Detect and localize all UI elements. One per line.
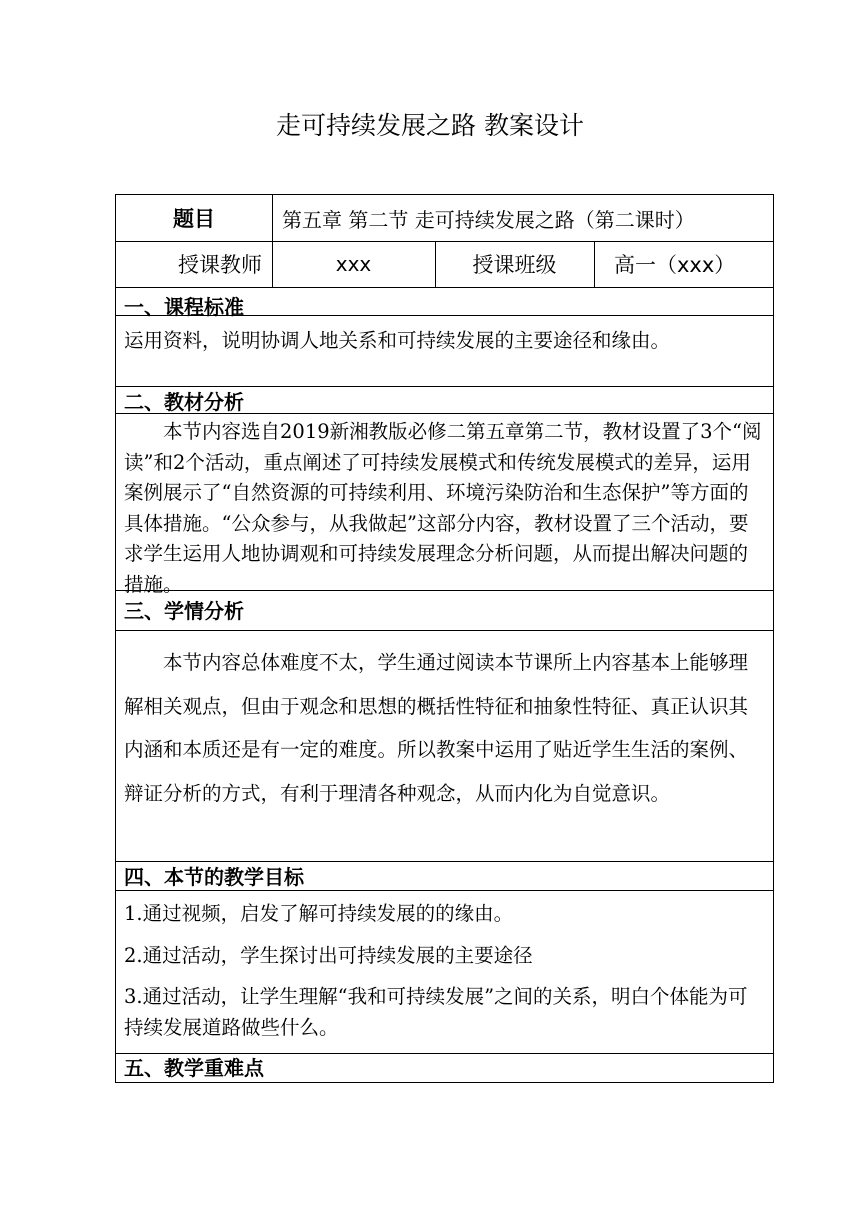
class-label: 授课班级 xyxy=(472,253,557,277)
teacher-value: xxx xyxy=(335,252,372,276)
students-heading: 三、学情分析 xyxy=(124,599,244,623)
teacher-label: 授课教师 xyxy=(178,253,262,277)
lesson-plan-table xyxy=(115,194,774,1083)
key-points-heading: 五、教学重难点 xyxy=(124,1056,264,1080)
goal-item: 3.通过活动，让学生理解“我和可持续发展”之间的关系，明白个体能为可持续发展道路做些什么。 xyxy=(124,985,748,1039)
goal-item: 1.通过视频，启发了解可持续发展的的缘由。 xyxy=(124,902,514,925)
row-divider xyxy=(116,861,773,862)
material-text: 本节内容选自2019新湘教版必修二第五章第二节，教材设置了3个“阅读”和2个活动，重点阐述了可持续发展模式和传统发展模式的差异，运用案例展示了“自然资源的可持续利用、环境污染防治和生态保护”等方面的具体措施。“公众参与，从我做起”这部分内容，教材设置了三个活动，要求学生运用人地协调观和可持续发展理念分析问题，从而提出解决问题的措施。 xyxy=(124,420,762,596)
topic-value: 第五章 第二节 走可持续发展之路（第二课时） xyxy=(282,207,695,232)
goals-heading: 四、本节的教学目标 xyxy=(124,865,304,889)
class-value: 高一（xxx） xyxy=(614,253,736,277)
topic-label: 题目 xyxy=(173,207,215,231)
material-heading: 二、教材分析 xyxy=(124,390,244,414)
row-divider xyxy=(116,386,773,387)
section-heading-divider xyxy=(116,630,773,631)
row-divider xyxy=(116,287,773,288)
goals-list xyxy=(124,899,767,1043)
students-text: 本节内容总体难度不太，学生通过阅读本节课所上内容基本上能够理解相关观点，但由于观念和思想的概括性特征和抽象性特征、真正认识其内涵和本质还是有一定的难度。所以教案中运用了贴近学生生活的案例、辩证分析的方式，有利于理清各种观念，从而内化为自觉意识。 xyxy=(124,651,749,805)
standard-text: 运用资料，说明协调人地关系和可持续发展的主要途径和缘由。 xyxy=(124,329,671,352)
standard-heading: 一、课程标准 xyxy=(124,295,244,319)
document-title: 走可持续发展之路 教案设计 xyxy=(276,111,584,140)
goal-item: 2.通过活动，学生探讨出可持续发展的主要途径 xyxy=(124,943,533,967)
